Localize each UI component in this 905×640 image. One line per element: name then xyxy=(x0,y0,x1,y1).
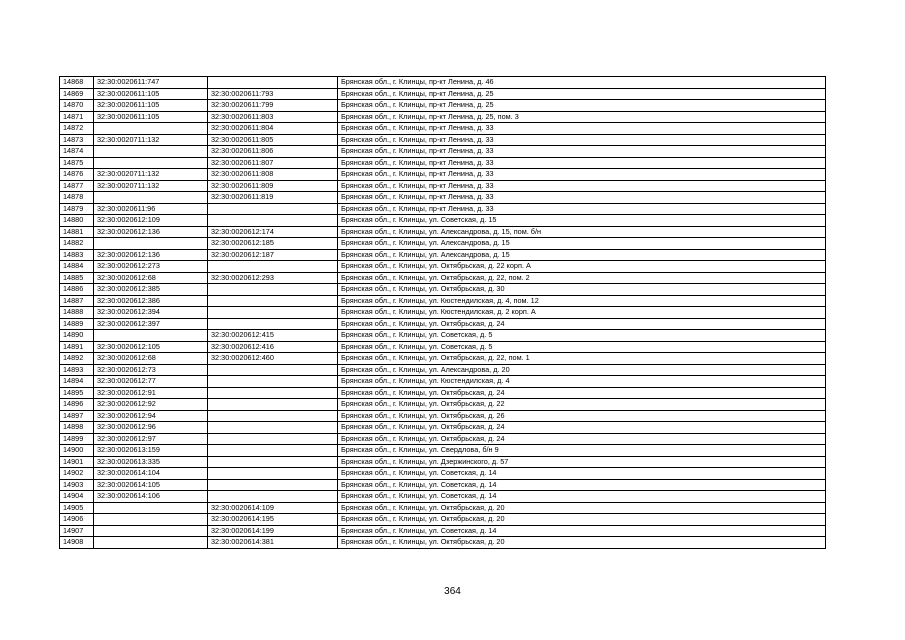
land-cadastral-number-cell: 32:30:0020711:132 xyxy=(94,169,208,181)
row-number-cell: 14897 xyxy=(60,410,94,422)
object-cadastral-number-cell: 32:30:0020612:187 xyxy=(208,249,338,261)
address-cell: Брянская обл., г. Клинцы, ул. Кюстендилская, д. 4 xyxy=(338,376,826,388)
address-cell: Брянская обл., г. Клинцы, ул. Октябрьская, д. 20 xyxy=(338,514,826,526)
table-row xyxy=(60,203,826,215)
row-number-cell: 14904 xyxy=(60,491,94,503)
row-number-cell: 14884 xyxy=(60,261,94,273)
object-cadastral-number-cell xyxy=(208,422,338,434)
land-cadastral-number-cell: 32:30:0020612:77 xyxy=(94,376,208,388)
address-cell: Брянская обл., г. Клинцы, пр-кт Ленина, д. 33 xyxy=(338,169,826,181)
address-cell: Брянская обл., г. Клинцы, ул. Дзержинского, д. 57 xyxy=(338,456,826,468)
land-cadastral-number-cell: 32:30:0020612:96 xyxy=(94,422,208,434)
table-row xyxy=(60,491,826,503)
object-cadastral-number-cell xyxy=(208,77,338,89)
row-number-cell: 14908 xyxy=(60,537,94,549)
address-cell: Брянская обл., г. Клинцы, пр-кт Ленина, д. 33 xyxy=(338,192,826,204)
land-cadastral-number-cell: 32:30:0020612:386 xyxy=(94,295,208,307)
row-number-cell: 14906 xyxy=(60,514,94,526)
row-number-cell: 14900 xyxy=(60,445,94,457)
object-cadastral-number-cell: 32:30:0020611:806 xyxy=(208,146,338,158)
row-number-cell: 14871 xyxy=(60,111,94,123)
row-number-cell: 14883 xyxy=(60,249,94,261)
address-cell: Брянская обл., г. Клинцы, ул. Александрова, д. 15 xyxy=(338,238,826,250)
land-cadastral-number-cell: 32:30:0020612:136 xyxy=(94,226,208,238)
row-number-cell: 14886 xyxy=(60,284,94,296)
table-row xyxy=(60,192,826,204)
land-cadastral-number-cell: 32:30:0020614:105 xyxy=(94,479,208,491)
address-cell: Брянская обл., г. Клинцы, ул. Октябрьская, д. 22, пом. 1 xyxy=(338,353,826,365)
row-number-cell: 14888 xyxy=(60,307,94,319)
object-cadastral-number-cell: 32:30:0020614:195 xyxy=(208,514,338,526)
object-cadastral-number-cell: 32:30:0020614:381 xyxy=(208,537,338,549)
object-cadastral-number-cell xyxy=(208,468,338,480)
land-cadastral-number-cell: 32:30:0020612:73 xyxy=(94,364,208,376)
row-number-cell: 14882 xyxy=(60,238,94,250)
land-cadastral-number-cell: 32:30:0020612:97 xyxy=(94,433,208,445)
land-cadastral-number-cell xyxy=(94,157,208,169)
table-row xyxy=(60,284,826,296)
table-row xyxy=(60,364,826,376)
table-row xyxy=(60,215,826,227)
object-cadastral-number-cell xyxy=(208,364,338,376)
object-cadastral-number-cell: 32:30:0020611:805 xyxy=(208,134,338,146)
address-cell: Брянская обл., г. Клинцы, пр-кт Ленина, д. 25 xyxy=(338,100,826,112)
table-row xyxy=(60,88,826,100)
object-cadastral-number-cell xyxy=(208,433,338,445)
object-cadastral-number-cell xyxy=(208,215,338,227)
row-number-cell: 14877 xyxy=(60,180,94,192)
table-row xyxy=(60,456,826,468)
address-cell: Брянская обл., г. Клинцы, ул. Октябрьская, д. 26 xyxy=(338,410,826,422)
object-cadastral-number-cell xyxy=(208,410,338,422)
object-cadastral-number-cell xyxy=(208,203,338,215)
address-cell: Брянская обл., г. Клинцы, пр-кт Ленина, д. 25, пом. 3 xyxy=(338,111,826,123)
land-cadastral-number-cell: 32:30:0020612:91 xyxy=(94,387,208,399)
object-cadastral-number-cell: 32:30:0020611:793 xyxy=(208,88,338,100)
row-number-cell: 14870 xyxy=(60,100,94,112)
row-number-cell: 14893 xyxy=(60,364,94,376)
table-row xyxy=(60,226,826,238)
object-cadastral-number-cell xyxy=(208,318,338,330)
table-row xyxy=(60,123,826,135)
land-cadastral-number-cell: 32:30:0020711:132 xyxy=(94,180,208,192)
row-number-cell: 14873 xyxy=(60,134,94,146)
land-cadastral-number-cell: 32:30:0020612:92 xyxy=(94,399,208,411)
address-cell: Брянская обл., г. Клинцы, ул. Свердлова, б/н 9 xyxy=(338,445,826,457)
address-cell: Брянская обл., г. Клинцы, ул. Октябрьская, д. 22, пом. 2 xyxy=(338,272,826,284)
address-cell: Брянская обл., г. Клинцы, ул. Советская, д. 5 xyxy=(338,330,826,342)
address-cell: Брянская обл., г. Клинцы, ул. Октябрьская, д. 20 xyxy=(338,502,826,514)
object-cadastral-number-cell: 32:30:0020614:199 xyxy=(208,525,338,537)
row-number-cell: 14891 xyxy=(60,341,94,353)
table-row xyxy=(60,134,826,146)
address-cell: Брянская обл., г. Клинцы, ул. Советская, д. 14 xyxy=(338,468,826,480)
row-number-cell: 14907 xyxy=(60,525,94,537)
row-number-cell: 14895 xyxy=(60,387,94,399)
land-cadastral-number-cell: 32:30:0020612:394 xyxy=(94,307,208,319)
row-number-cell: 14896 xyxy=(60,399,94,411)
table-row xyxy=(60,295,826,307)
land-cadastral-number-cell: 32:30:0020612:68 xyxy=(94,353,208,365)
table-row xyxy=(60,341,826,353)
row-number-cell: 14898 xyxy=(60,422,94,434)
object-cadastral-number-cell xyxy=(208,376,338,388)
table-row xyxy=(60,387,826,399)
object-cadastral-number-cell xyxy=(208,456,338,468)
row-number-cell: 14869 xyxy=(60,88,94,100)
table-row xyxy=(60,157,826,169)
row-number-cell: 14876 xyxy=(60,169,94,181)
object-cadastral-number-cell xyxy=(208,445,338,457)
table-row xyxy=(60,272,826,284)
address-cell: Брянская обл., г. Клинцы, ул. Советская, д. 14 xyxy=(338,491,826,503)
address-cell: Брянская обл., г. Клинцы, ул. Октябрьская, д. 20 xyxy=(338,537,826,549)
object-cadastral-number-cell: 32:30:0020612:416 xyxy=(208,341,338,353)
row-number-cell: 14872 xyxy=(60,123,94,135)
land-cadastral-number-cell: 32:30:0020611:105 xyxy=(94,100,208,112)
object-cadastral-number-cell xyxy=(208,307,338,319)
object-cadastral-number-cell xyxy=(208,295,338,307)
table-row xyxy=(60,100,826,112)
object-cadastral-number-cell: 32:30:0020612:174 xyxy=(208,226,338,238)
row-number-cell: 14899 xyxy=(60,433,94,445)
row-number-cell: 14879 xyxy=(60,203,94,215)
object-cadastral-number-cell: 32:30:0020612:185 xyxy=(208,238,338,250)
address-cell: Брянская обл., г. Клинцы, ул. Октябрьская, д. 24 xyxy=(338,318,826,330)
object-cadastral-number-cell xyxy=(208,399,338,411)
row-number-cell: 14894 xyxy=(60,376,94,388)
row-number-cell: 14887 xyxy=(60,295,94,307)
table-row xyxy=(60,445,826,457)
land-cadastral-number-cell: 32:30:0020613:335 xyxy=(94,456,208,468)
row-number-cell: 14905 xyxy=(60,502,94,514)
table-row xyxy=(60,111,826,123)
object-cadastral-number-cell: 32:30:0020611:803 xyxy=(208,111,338,123)
row-number-cell: 14890 xyxy=(60,330,94,342)
land-cadastral-number-cell xyxy=(94,525,208,537)
land-cadastral-number-cell: 32:30:0020614:106 xyxy=(94,491,208,503)
address-cell: Брянская обл., г. Клинцы, ул. Советская, д. 15 xyxy=(338,215,826,227)
land-cadastral-number-cell: 32:30:0020612:273 xyxy=(94,261,208,273)
address-cell: Брянская обл., г. Клинцы, ул. Октябрьская, д. 22 xyxy=(338,399,826,411)
land-cadastral-number-cell xyxy=(94,238,208,250)
registry-table-body xyxy=(60,77,826,549)
row-number-cell: 14903 xyxy=(60,479,94,491)
table-row xyxy=(60,410,826,422)
address-cell: Брянская обл., г. Клинцы, пр-кт Ленина, д. 33 xyxy=(338,146,826,158)
row-number-cell: 14892 xyxy=(60,353,94,365)
table-row xyxy=(60,238,826,250)
row-number-cell: 14901 xyxy=(60,456,94,468)
address-cell: Брянская обл., г. Клинцы, пр-кт Ленина, д. 33 xyxy=(338,123,826,135)
land-cadastral-number-cell: 32:30:0020611:747 xyxy=(94,77,208,89)
object-cadastral-number-cell xyxy=(208,479,338,491)
land-cadastral-number-cell: 32:30:0020612:105 xyxy=(94,341,208,353)
address-cell: Брянская обл., г. Клинцы, пр-кт Ленина, д. 33 xyxy=(338,180,826,192)
table-row xyxy=(60,479,826,491)
address-cell: Брянская обл., г. Клинцы, ул. Советская, д. 5 xyxy=(338,341,826,353)
table-row xyxy=(60,376,826,388)
object-cadastral-number-cell xyxy=(208,261,338,273)
object-cadastral-number-cell xyxy=(208,284,338,296)
land-cadastral-number-cell xyxy=(94,537,208,549)
property-registry-table xyxy=(59,76,826,549)
table-row xyxy=(60,249,826,261)
object-cadastral-number-cell: 32:30:0020614:109 xyxy=(208,502,338,514)
table-row xyxy=(60,399,826,411)
land-cadastral-number-cell: 32:30:0020612:109 xyxy=(94,215,208,227)
land-cadastral-number-cell: 32:30:0020614:104 xyxy=(94,468,208,480)
land-cadastral-number-cell: 32:30:0020612:68 xyxy=(94,272,208,284)
land-cadastral-number-cell: 32:30:0020611:105 xyxy=(94,88,208,100)
address-cell: Брянская обл., г. Клинцы, ул. Советская, д. 14 xyxy=(338,479,826,491)
object-cadastral-number-cell: 32:30:0020611:808 xyxy=(208,169,338,181)
object-cadastral-number-cell: 32:30:0020612:460 xyxy=(208,353,338,365)
object-cadastral-number-cell: 32:30:0020612:293 xyxy=(208,272,338,284)
row-number-cell: 14880 xyxy=(60,215,94,227)
land-cadastral-number-cell: 32:30:0020612:136 xyxy=(94,249,208,261)
row-number-cell: 14878 xyxy=(60,192,94,204)
table-row xyxy=(60,353,826,365)
table-row xyxy=(60,502,826,514)
table-row xyxy=(60,422,826,434)
row-number-cell: 14868 xyxy=(60,77,94,89)
address-cell: Брянская обл., г. Клинцы, ул. Октябрьская, д. 24 xyxy=(338,387,826,399)
table-row xyxy=(60,169,826,181)
row-number-cell: 14902 xyxy=(60,468,94,480)
address-cell: Брянская обл., г. Клинцы, ул. Октябрьская, д. 24 xyxy=(338,433,826,445)
table-row xyxy=(60,330,826,342)
address-cell: Брянская обл., г. Клинцы, ул. Кюстендилская, д. 4, пом. 12 xyxy=(338,295,826,307)
address-cell: Брянская обл., г. Клинцы, пр-кт Ленина, д. 33 xyxy=(338,157,826,169)
address-cell: Брянская обл., г. Клинцы, ул. Октябрьская, д. 22 корп. А xyxy=(338,261,826,273)
address-cell: Брянская обл., г. Клинцы, пр-кт Ленина, д. 33 xyxy=(338,134,826,146)
address-cell: Брянская обл., г. Клинцы, ул. Советская, д. 14 xyxy=(338,525,826,537)
object-cadastral-number-cell: 32:30:0020611:807 xyxy=(208,157,338,169)
land-cadastral-number-cell: 32:30:0020711:132 xyxy=(94,134,208,146)
table-row xyxy=(60,525,826,537)
table-row xyxy=(60,468,826,480)
row-number-cell: 14889 xyxy=(60,318,94,330)
address-cell: Брянская обл., г. Клинцы, пр-кт Ленина, д. 46 xyxy=(338,77,826,89)
address-cell: Брянская обл., г. Клинцы, ул. Александрова, д. 15 xyxy=(338,249,826,261)
table-row xyxy=(60,318,826,330)
object-cadastral-number-cell: 32:30:0020611:809 xyxy=(208,180,338,192)
land-cadastral-number-cell xyxy=(94,330,208,342)
object-cadastral-number-cell xyxy=(208,387,338,399)
row-number-cell: 14874 xyxy=(60,146,94,158)
address-cell: Брянская обл., г. Клинцы, пр-кт Ленина, д. 25 xyxy=(338,88,826,100)
row-number-cell: 14875 xyxy=(60,157,94,169)
table-row xyxy=(60,307,826,319)
object-cadastral-number-cell: 32:30:0020612:415 xyxy=(208,330,338,342)
table-row xyxy=(60,261,826,273)
object-cadastral-number-cell: 32:30:0020611:819 xyxy=(208,192,338,204)
address-cell: Брянская обл., г. Клинцы, ул. Александрова, д. 20 xyxy=(338,364,826,376)
land-cadastral-number-cell xyxy=(94,502,208,514)
land-cadastral-number-cell: 32:30:0020613:159 xyxy=(94,445,208,457)
address-cell: Брянская обл., г. Клинцы, ул. Октябрьская, д. 24 xyxy=(338,422,826,434)
table-row xyxy=(60,514,826,526)
table-row xyxy=(60,77,826,89)
land-cadastral-number-cell xyxy=(94,192,208,204)
land-cadastral-number-cell: 32:30:0020612:94 xyxy=(94,410,208,422)
address-cell: Брянская обл., г. Клинцы, ул. Октябрьская, д. 30 xyxy=(338,284,826,296)
object-cadastral-number-cell xyxy=(208,491,338,503)
land-cadastral-number-cell: 32:30:0020612:397 xyxy=(94,318,208,330)
address-cell: Брянская обл., г. Клинцы, ул. Кюстендилская, д. 2 корп. А xyxy=(338,307,826,319)
page-number: 364 xyxy=(444,586,461,597)
land-cadastral-number-cell xyxy=(94,146,208,158)
row-number-cell: 14885 xyxy=(60,272,94,284)
address-cell: Брянская обл., г. Клинцы, ул. Александрова, д. 15, пом. б/н xyxy=(338,226,826,238)
object-cadastral-number-cell: 32:30:0020611:799 xyxy=(208,100,338,112)
land-cadastral-number-cell xyxy=(94,123,208,135)
land-cadastral-number-cell xyxy=(94,514,208,526)
row-number-cell: 14881 xyxy=(60,226,94,238)
land-cadastral-number-cell: 32:30:0020611:96 xyxy=(94,203,208,215)
table-row xyxy=(60,433,826,445)
land-cadastral-number-cell: 32:30:0020611:105 xyxy=(94,111,208,123)
address-cell: Брянская обл., г. Клинцы, пр-кт Ленина, д. 33 xyxy=(338,203,826,215)
table-row xyxy=(60,146,826,158)
table-row xyxy=(60,180,826,192)
land-cadastral-number-cell: 32:30:0020612:385 xyxy=(94,284,208,296)
table-row xyxy=(60,537,826,549)
object-cadastral-number-cell: 32:30:0020611:804 xyxy=(208,123,338,135)
